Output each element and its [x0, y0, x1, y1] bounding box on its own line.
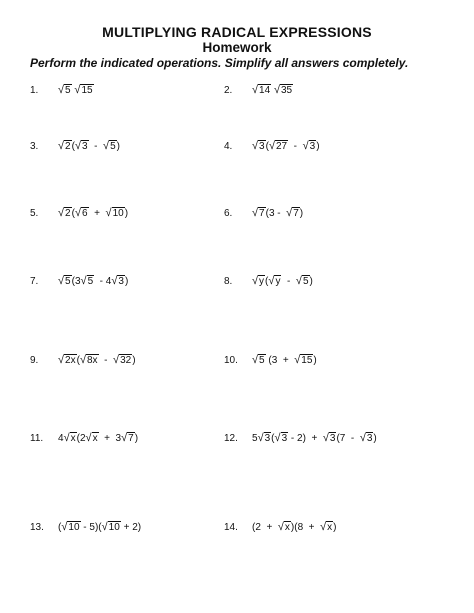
- square-root-icon: √: [61, 521, 68, 533]
- radicand: 10: [68, 522, 80, 533]
- radical: [252, 275, 265, 287]
- problem-12: [224, 432, 377, 444]
- expression-text: ): [124, 208, 129, 219]
- radicand: 14: [259, 85, 271, 96]
- radical: [257, 432, 275, 444]
- radicand: 2: [65, 208, 71, 219]
- problem-expression: [58, 140, 120, 152]
- square-root-icon: √: [274, 432, 281, 444]
- problem-number: 13.: [30, 522, 44, 533]
- expression-text: -: [98, 355, 114, 366]
- radical: [102, 521, 121, 533]
- square-root-icon: √: [252, 354, 259, 366]
- expression-text: ): [316, 141, 320, 152]
- radical: [75, 140, 89, 152]
- expression-text: (: [265, 141, 269, 152]
- expression-text: - 5)(: [80, 522, 102, 533]
- radical: [58, 354, 77, 366]
- problem-11: [30, 432, 138, 444]
- radical: [320, 521, 333, 533]
- worksheet-subtitle: Homework: [202, 40, 272, 55]
- expression-text: (2 +: [252, 522, 278, 533]
- expression-text: ): [132, 355, 136, 366]
- expression-text: ): [313, 355, 317, 366]
- square-root-icon: √: [113, 354, 120, 366]
- problem-expression: [58, 275, 128, 287]
- problem-14: [224, 521, 336, 533]
- radicand: 3: [264, 433, 271, 444]
- problem-expression: [252, 140, 320, 152]
- square-root-icon: √: [294, 354, 301, 366]
- radicand: 3: [309, 141, 316, 152]
- radicand: 7: [259, 208, 265, 219]
- square-root-icon: √: [74, 84, 81, 96]
- square-root-icon: √: [121, 432, 128, 444]
- expression-text: ): [116, 141, 120, 152]
- problem-number: 6.: [224, 208, 233, 219]
- radicand: 35: [281, 85, 293, 96]
- radicand: 2: [65, 141, 71, 152]
- problem-7: [30, 275, 128, 287]
- radical: [64, 432, 77, 444]
- problem-number: 3.: [30, 141, 39, 152]
- radical: [323, 432, 337, 444]
- square-root-icon: √: [286, 207, 293, 219]
- worksheet-title: MULTIPLYING RADICAL EXPRESSIONS: [102, 24, 372, 40]
- problem-3: [30, 140, 120, 152]
- square-root-icon: √: [111, 275, 118, 287]
- problem-expression: [252, 521, 336, 533]
- problem-number: 2.: [224, 85, 233, 96]
- radical: [75, 207, 89, 219]
- problem-13: [30, 521, 141, 533]
- radical: [86, 432, 99, 444]
- radical: [296, 275, 310, 287]
- radicand: 2x: [65, 355, 76, 366]
- radical: [121, 432, 135, 444]
- problem-8: [224, 275, 313, 287]
- square-root-icon: √: [359, 432, 366, 444]
- square-root-icon: √: [320, 521, 327, 533]
- radical: [74, 84, 93, 96]
- square-root-icon: √: [58, 207, 65, 219]
- radicand: 5: [110, 141, 116, 152]
- problem-expression: [58, 521, 141, 533]
- square-root-icon: √: [79, 354, 86, 366]
- square-root-icon: √: [295, 275, 302, 287]
- radicand: 3: [259, 141, 265, 152]
- expression-text: (2: [76, 433, 86, 444]
- radicand: x: [327, 522, 333, 533]
- square-root-icon: √: [273, 84, 280, 96]
- radicand: 3: [118, 276, 124, 287]
- problem-expression: [252, 275, 313, 287]
- expression-text: (: [76, 355, 80, 366]
- square-root-icon: √: [268, 140, 275, 152]
- expression-text: + 3: [98, 433, 122, 444]
- expression-text: ): [309, 276, 313, 287]
- radical: [80, 354, 99, 366]
- radicand: 3: [281, 433, 288, 444]
- radicand: 15: [301, 355, 313, 366]
- square-root-icon: √: [252, 140, 259, 152]
- radicand: 8x: [87, 355, 98, 366]
- expression-text: +: [88, 208, 106, 219]
- expression-text: ): [299, 208, 304, 219]
- problem-number: 11.: [30, 433, 44, 444]
- radicand: 5: [302, 276, 309, 287]
- radical: [58, 275, 72, 287]
- radicand: y: [259, 276, 265, 287]
- problem-number: 5.: [30, 208, 39, 219]
- radical: [252, 354, 266, 366]
- problem-number: 14.: [224, 522, 238, 533]
- radicand: 10: [112, 208, 124, 219]
- square-root-icon: √: [277, 521, 284, 533]
- radicand: y: [275, 276, 281, 287]
- radical: [274, 84, 293, 96]
- problem-expression: [58, 84, 94, 96]
- square-root-icon: √: [103, 140, 110, 152]
- radicand: 5: [65, 85, 71, 96]
- problem-expression: [252, 84, 293, 96]
- expression-text: ): [134, 433, 139, 444]
- radicand: 15: [81, 85, 93, 96]
- problem-expression: [252, 354, 317, 366]
- problem-expression: [58, 207, 128, 219]
- problem-expression: [252, 432, 377, 444]
- radicand: 5: [259, 355, 265, 366]
- radical: [252, 84, 271, 96]
- expression-text: (3 +: [265, 355, 295, 366]
- radicand: 6: [82, 208, 88, 219]
- radicand: 32: [120, 355, 132, 366]
- square-root-icon: √: [302, 140, 309, 152]
- expression-text: (3: [71, 276, 81, 287]
- radical: [359, 432, 377, 444]
- radicand: 7: [293, 208, 299, 219]
- problem-5: [30, 207, 128, 219]
- problem-number: 9.: [30, 355, 39, 366]
- instructions: Perform the indicated operations. Simplify all answers completely.: [30, 56, 409, 70]
- radical: [111, 275, 125, 287]
- radical: [302, 140, 320, 152]
- radical: [278, 521, 291, 533]
- square-root-icon: √: [58, 275, 65, 287]
- radical: [81, 275, 95, 287]
- radicand: 5: [65, 276, 71, 287]
- radical: [252, 140, 266, 152]
- expression-text: (7 -: [336, 433, 360, 444]
- radicand: 3: [82, 141, 88, 152]
- radical: [275, 432, 289, 444]
- square-root-icon: √: [63, 432, 70, 444]
- square-root-icon: √: [268, 275, 275, 287]
- square-root-icon: √: [322, 432, 329, 444]
- problem-number: 12.: [224, 433, 238, 444]
- expression-text: -: [88, 141, 104, 152]
- problem-number: 8.: [224, 276, 233, 287]
- radicand: 3: [329, 433, 336, 444]
- problem-number: 10.: [224, 355, 238, 366]
- radical: [268, 275, 281, 287]
- radicand: 7: [128, 433, 134, 444]
- radical: [269, 140, 288, 152]
- radicand: 27: [276, 141, 288, 152]
- square-root-icon: √: [257, 432, 264, 444]
- problem-10: [224, 354, 317, 366]
- problem-9: [30, 354, 136, 366]
- square-root-icon: √: [252, 275, 259, 287]
- expression-text: (: [58, 522, 62, 533]
- expression-text: ): [124, 276, 129, 287]
- square-root-icon: √: [252, 207, 259, 219]
- expression-text: )(8 +: [290, 522, 321, 533]
- radicand: x: [92, 433, 98, 444]
- square-root-icon: √: [80, 275, 87, 287]
- square-root-icon: √: [58, 84, 65, 96]
- radical: [58, 84, 72, 96]
- expression-text: (: [265, 276, 269, 287]
- problem-expression: [252, 207, 303, 219]
- expression-text: -: [288, 141, 303, 152]
- expression-text: ): [333, 522, 337, 533]
- expression-text: 5: [252, 433, 258, 444]
- expression-text: (: [271, 433, 275, 444]
- radicand: x: [284, 522, 290, 533]
- radical: [113, 354, 132, 366]
- square-root-icon: √: [74, 207, 81, 219]
- expression-text: (: [71, 141, 75, 152]
- radical: [58, 140, 72, 152]
- radical: [294, 354, 313, 366]
- square-root-icon: √: [74, 140, 81, 152]
- radical: [252, 207, 266, 219]
- expression-text: + 2): [120, 522, 142, 533]
- expression-text: - 2) +: [288, 433, 323, 444]
- square-root-icon: √: [58, 354, 65, 366]
- square-root-icon: √: [101, 521, 108, 533]
- expression-text: (3 -: [265, 208, 287, 219]
- expression-text: (: [71, 208, 75, 219]
- radicand: 5: [87, 276, 94, 287]
- problem-number: 1.: [30, 85, 39, 96]
- radicand: x: [70, 433, 76, 444]
- problem-expression: [58, 354, 136, 366]
- radical: [106, 207, 125, 219]
- expression-text: -: [281, 276, 296, 287]
- square-root-icon: √: [105, 207, 112, 219]
- radical: [103, 140, 117, 152]
- problem-6: [224, 207, 303, 219]
- problem-1: [30, 84, 94, 96]
- radicand: 10: [108, 522, 120, 533]
- radicand: 3: [366, 433, 373, 444]
- square-root-icon: √: [85, 432, 92, 444]
- radical: [58, 207, 72, 219]
- radical: [286, 207, 300, 219]
- problem-number: 7.: [30, 276, 39, 287]
- square-root-icon: √: [252, 84, 259, 96]
- problem-2: [224, 84, 293, 96]
- radical: [61, 521, 80, 533]
- square-root-icon: √: [58, 140, 65, 152]
- problem-4: [224, 140, 320, 152]
- expression-text: - 4: [94, 276, 112, 287]
- problem-number: 4.: [224, 141, 233, 152]
- expression-text: 4: [58, 433, 64, 444]
- expression-text: ): [373, 433, 377, 444]
- problem-expression: [58, 432, 138, 444]
